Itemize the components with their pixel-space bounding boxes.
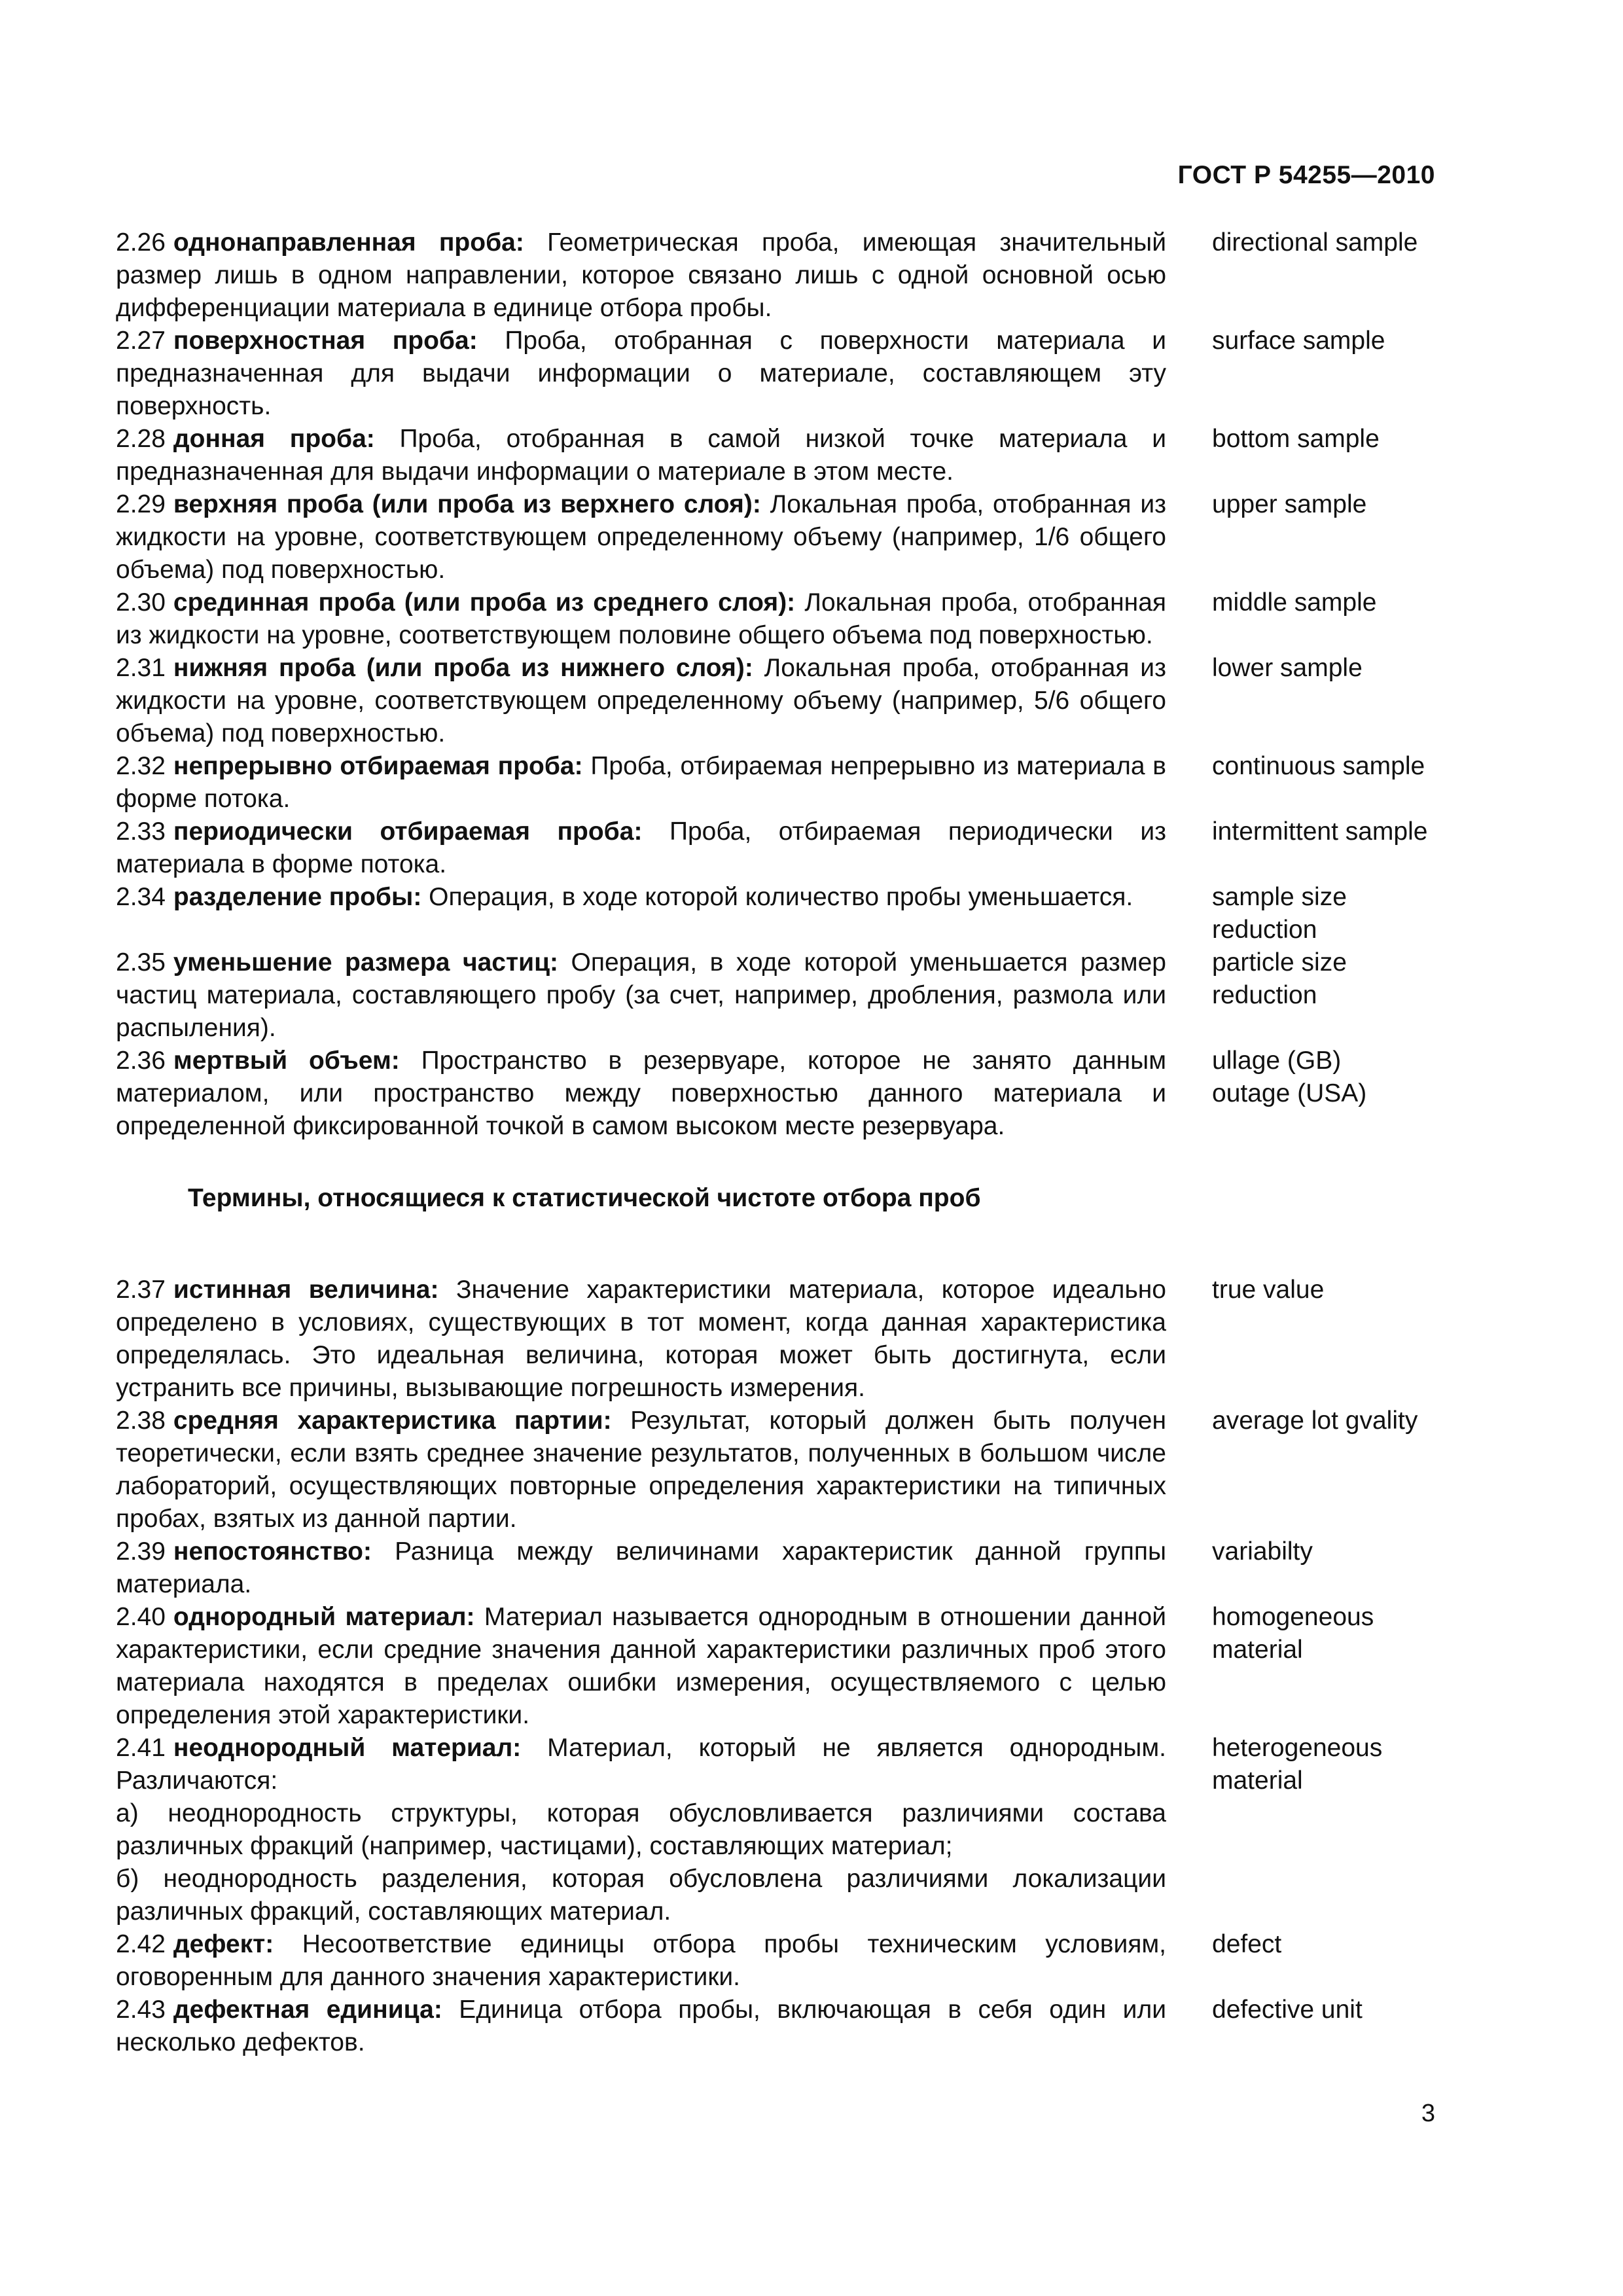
term-definition xyxy=(116,946,1166,1045)
term-name: верхняя проба (или проба из верхнего слоя): xyxy=(173,490,761,518)
term-name: средняя характеристика партии: xyxy=(173,1407,612,1435)
term-name: периодически отбираемая проба: xyxy=(173,817,643,846)
english-term xyxy=(1212,226,1451,259)
english-term-line: homogeneous xyxy=(1212,1603,1374,1631)
term-name: однонаправленная проба: xyxy=(173,228,524,257)
term-text: Результат, который должен быть получен теоретически, если взять среднее значение результатов, полученных в большом числе лабораторий, осуществляющих повторные определения характеристики на типичных пробах, взятых из данной партии. xyxy=(116,1407,1166,1533)
term-number: 2.34 xyxy=(116,883,166,911)
term-subitem: б) неоднородность разделения, которая обусловлена различиями локализации различных фракций, составляющих материал. xyxy=(116,1865,1166,1926)
term-entry xyxy=(116,816,1451,881)
term-number: 2.38 xyxy=(116,1407,166,1435)
english-term-line: sample size xyxy=(1212,883,1347,911)
term-text: Значение характеристики материала, которое идеально определено в условиях, существующих в тот момент, когда данная характеристика определялась. Это идеальная величина, которая может быть достигнута, если устранить все причины, вызывающие погрешность измерения. xyxy=(116,1276,1166,1402)
term-text: Геометрическая проба, имеющая значительный размер лишь в одном направлении, которое связано лишь с одной основной осью дифференциации материала в единице отбора пробы. xyxy=(116,228,1166,322)
term-entry xyxy=(116,1928,1451,1994)
english-term xyxy=(1212,423,1451,456)
term-number: 2.36 xyxy=(116,1047,166,1075)
term-definition xyxy=(116,423,1166,488)
english-term xyxy=(1212,1601,1451,1666)
term-text: Проба, отбираемая периодически из материала в форме потока. xyxy=(116,817,1166,878)
term-subitem: а) неоднородность структуры, которая обусловливается различиями состава различных фракций (например, частицами), составляющих материал; xyxy=(116,1799,1166,1860)
term-text: Проба, отобранная в самой низкой точке материала и предназначенная для выдачи информации о материале в этом месте. xyxy=(116,425,1166,486)
term-entry xyxy=(116,488,1451,586)
terms-group-b xyxy=(116,1274,1451,2059)
english-term-line: upper sample xyxy=(1212,490,1367,518)
english-term xyxy=(1212,816,1451,848)
english-term-line: defect xyxy=(1212,1930,1282,1958)
term-definition xyxy=(116,1405,1166,1535)
term-number: 2.33 xyxy=(116,817,166,846)
term-number: 2.27 xyxy=(116,327,166,355)
term-name: неоднородный материал: xyxy=(173,1734,522,1762)
term-name: поверхностная проба: xyxy=(173,327,478,355)
term-number: 2.42 xyxy=(116,1930,166,1958)
term-definition xyxy=(116,1732,1166,1928)
english-term-line: particle size xyxy=(1212,948,1347,977)
term-entry xyxy=(116,946,1451,1045)
term-entry xyxy=(116,1405,1451,1535)
term-entry xyxy=(116,226,1451,325)
term-definition xyxy=(116,1994,1166,2059)
term-entry xyxy=(116,881,1451,946)
english-term-line: reduction xyxy=(1212,981,1317,1009)
english-term xyxy=(1212,1274,1451,1306)
term-definition xyxy=(116,881,1166,914)
term-definition xyxy=(116,488,1166,586)
term-number: 2.41 xyxy=(116,1734,166,1762)
term-name: истинная величина: xyxy=(173,1276,439,1304)
english-term-line: bottom sample xyxy=(1212,425,1380,453)
term-entry xyxy=(116,1994,1451,2059)
term-text: Операция, в ходе которой уменьшается размер частиц материала, составляющего пробу (за счет, например, дробления, размола или распыления). xyxy=(116,948,1166,1042)
term-name: разделение пробы: xyxy=(173,883,422,911)
term-number: 2.32 xyxy=(116,752,166,780)
term-number: 2.30 xyxy=(116,588,166,617)
term-text: Разница между величинами характеристик данной группы материала. xyxy=(116,1537,1167,1598)
english-term-line: reduction xyxy=(1212,916,1317,944)
term-text: Материал называется однородным в отношении данной характеристики, если средние значения данной характеристики различных проб этого материала находятся в пределах ошибки измерения, осуществляемого с целью определения этой характеристики. xyxy=(116,1603,1166,1729)
term-name: непрерывно отбираемая проба: xyxy=(173,752,583,780)
term-text: Материал, который не является однородным. Различаются: xyxy=(116,1734,1166,1795)
term-name: дефект: xyxy=(173,1930,274,1958)
term-number: 2.39 xyxy=(116,1537,166,1566)
english-term xyxy=(1212,325,1451,357)
term-name: дефектная единица: xyxy=(173,1996,442,2024)
term-name: донная проба: xyxy=(173,425,375,453)
term-definition xyxy=(116,652,1166,750)
terms-group-a xyxy=(116,226,1451,1143)
document-header: ГОСТ Р 54255—2010 xyxy=(1177,161,1435,189)
english-term-line: lower sample xyxy=(1212,654,1363,682)
term-entry xyxy=(116,423,1451,488)
term-name: мертвый объем: xyxy=(173,1047,400,1075)
english-term xyxy=(1212,1045,1451,1110)
term-definition xyxy=(116,1045,1166,1143)
term-definition xyxy=(116,816,1166,881)
section-title: Термины, относящиеся к статистической чистоте отбора проб xyxy=(188,1184,981,1212)
english-term xyxy=(1212,1732,1451,1797)
term-entry xyxy=(116,750,1451,816)
english-term xyxy=(1212,946,1451,1012)
english-term xyxy=(1212,488,1451,521)
term-entry xyxy=(116,325,1451,423)
term-definition xyxy=(116,750,1166,816)
term-name: нижняя проба (или проба из нижнего слоя): xyxy=(173,654,753,682)
term-name: непостоянство: xyxy=(173,1537,372,1566)
english-term-line: outage (USA) xyxy=(1212,1079,1367,1107)
term-number: 2.31 xyxy=(116,654,166,682)
english-term-line: intermittent sample xyxy=(1212,817,1428,846)
term-definition xyxy=(116,226,1166,325)
english-term-line: material xyxy=(1212,1636,1303,1664)
term-entry xyxy=(116,1601,1451,1732)
term-number: 2.37 xyxy=(116,1276,166,1304)
term-number: 2.43 xyxy=(116,1996,166,2024)
term-name: однородный материал: xyxy=(173,1603,475,1631)
english-term-line: variabilty xyxy=(1212,1537,1313,1566)
english-term-line: continuous sample xyxy=(1212,752,1425,780)
term-entry xyxy=(116,586,1451,652)
term-text: Единица отбора пробы, включающая в себя один или несколько дефектов. xyxy=(116,1996,1166,2056)
english-term-line: material xyxy=(1212,1767,1303,1795)
term-text: Операция, в ходе которой количество пробы уменьшается. xyxy=(429,883,1133,911)
english-term-line: middle sample xyxy=(1212,588,1377,617)
term-definition xyxy=(116,586,1166,652)
english-term-line: heterogeneous xyxy=(1212,1734,1383,1762)
term-number: 2.40 xyxy=(116,1603,166,1631)
english-term-line: directional sample xyxy=(1212,228,1418,257)
english-term-line: surface sample xyxy=(1212,327,1385,355)
term-entry xyxy=(116,1732,1451,1928)
term-text: Локальная проба, отобранная из жидкости на уровне, соответствующем определенному объему (например, 5/6 общего объема) под поверхностью. xyxy=(116,654,1166,747)
english-term xyxy=(1212,1994,1451,2026)
term-text: Проба, отбираемая непрерывно из материала в форме потока. xyxy=(116,752,1166,813)
term-definition xyxy=(116,1274,1166,1405)
term-name: уменьшение размера частиц: xyxy=(173,948,559,977)
term-number: 2.28 xyxy=(116,425,166,453)
english-term-line: true value xyxy=(1212,1276,1325,1304)
english-term xyxy=(1212,1535,1451,1568)
english-term xyxy=(1212,881,1451,946)
term-number: 2.29 xyxy=(116,490,166,518)
term-text: Пространство в резервуаре, которое не занято данным материалом, или пространство между поверхностью данного материала и определенной фиксированной точкой в самом высоком месте резервуара. xyxy=(116,1047,1166,1140)
term-number: 2.26 xyxy=(116,228,166,257)
term-number: 2.35 xyxy=(116,948,166,977)
term-entry xyxy=(116,1535,1451,1601)
content xyxy=(116,226,1451,2059)
term-entry xyxy=(116,652,1451,750)
term-text: Локальная проба, отобранная из жидкости на уровне, соответствующем определенному объему (например, 1/6 общего объема) под поверхностью. xyxy=(116,490,1166,584)
term-definition xyxy=(116,1601,1166,1732)
term-entry xyxy=(116,1045,1451,1143)
english-term-line: defective unit xyxy=(1212,1996,1363,2024)
english-term xyxy=(1212,750,1451,783)
term-definition xyxy=(116,1928,1166,1994)
english-term xyxy=(1212,1928,1451,1961)
english-term-line: average lot gvality xyxy=(1212,1407,1418,1435)
english-term xyxy=(1212,586,1451,619)
term-definition xyxy=(116,325,1166,423)
term-text: Локальная проба, отобранная из жидкости на уровне, соответствующем половине общего объема под поверхностью. xyxy=(116,588,1166,649)
english-term xyxy=(1212,1405,1451,1437)
term-entry xyxy=(116,1274,1451,1405)
term-name: срединная проба (или проба из среднего слоя): xyxy=(173,588,796,617)
term-text: Несоответствие единицы отбора пробы техническим условиям, оговоренным для данного значения характеристики. xyxy=(116,1930,1166,1991)
english-term xyxy=(1212,652,1451,685)
english-term-line: ullage (GB) xyxy=(1212,1047,1342,1075)
term-text: Проба, отобранная с поверхности материала и предназначенная для выдачи информации о материале, составляющем эту поверхность. xyxy=(116,327,1166,420)
page-number: 3 xyxy=(1421,2100,1435,2127)
term-definition xyxy=(116,1535,1166,1601)
